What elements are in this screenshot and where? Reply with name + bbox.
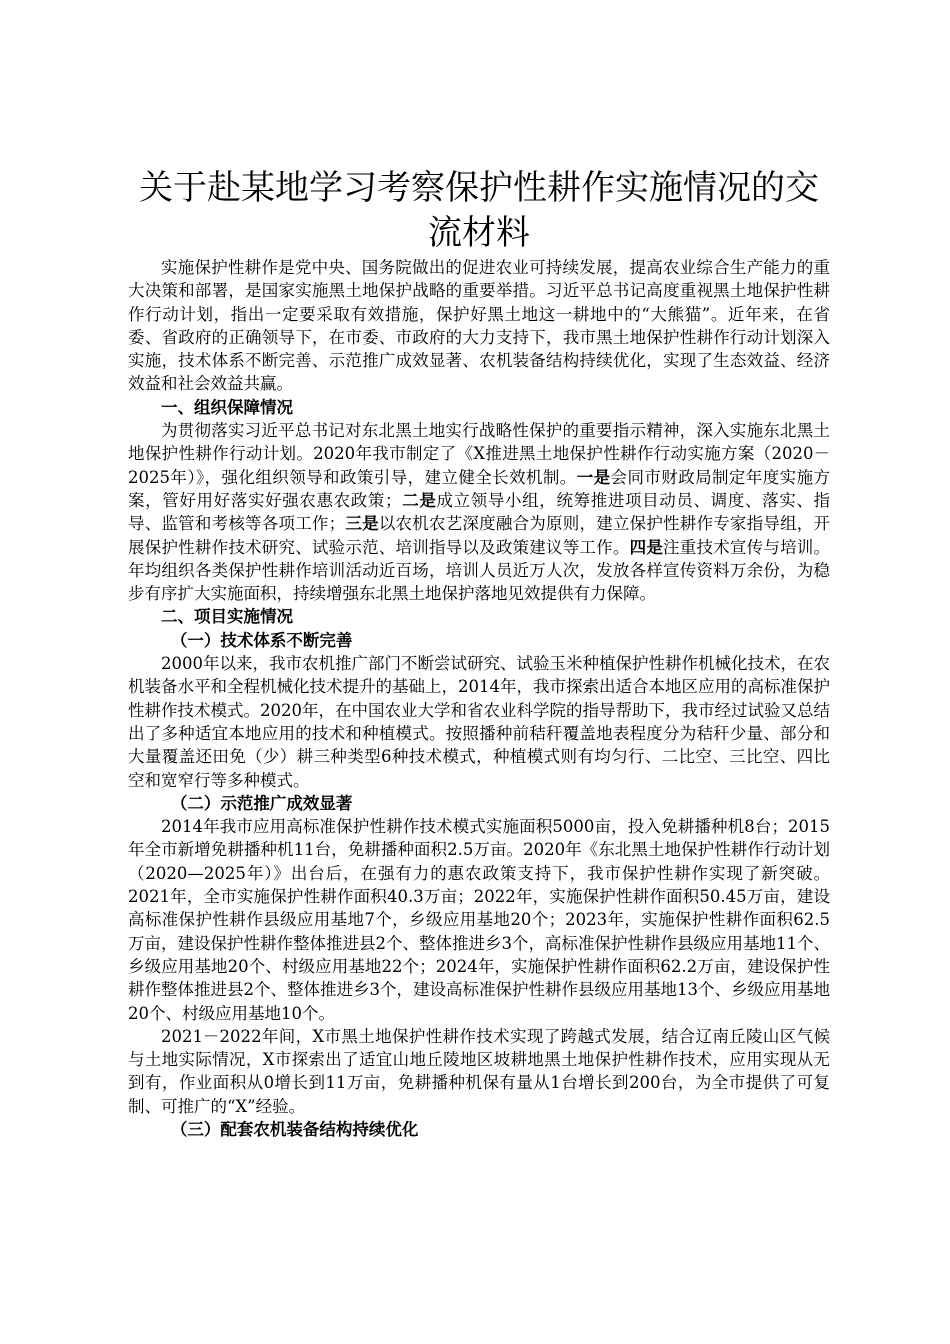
section1-paragraph (128, 419, 830, 605)
subsection2-paragraph-1: 2014年我市应用高标准保护性耕作技术模式实施面积5000亩，投入免耕播种机8台；2015年全市新增免耕播种机11台，免耕播种面积2.5万亩。2020年《东北黑土地保护性耕作行动计划（2020—2025年）》出台后，在强有力的惠农政策支持下，我市保护性耕作实现了新突破。2021年，全市实施保护性耕作面积40.3万亩；2022年，实施保护性耕作面积50.45万亩，建设高标准保护性耕作县级应用基地7个，乡级应用基地20个；2023年，实施保护性耕作面积62.5万亩，建设保护性耕作整体推进县2个、整体推进乡3个，高标准保护性耕作县级应用基地11个、乡级应用基地20个、村级应用基地22个；2024年，实施保护性耕作面积62.2万亩，建设保护性耕作整体推进县2个、整体推进乡3个，建设高标准保护性耕作县级应用基地13个、乡级应用基地20个、村级应用基地10个。 (128, 817, 830, 1023)
subsection2-paragraph-2: 2021－2022年间，X市黑土地保护性耕作技术实现了跨越式发展，结合辽南丘陵山区气候与土地实际情况，X市探索出了适宜山地丘陵地区坡耕地黑土地保护性耕作技术，应用实现从无到有，作业面积从0增长到11万亩，免耕播种机保有量从1台增长到200台，为全市提供了可复制、可推广的“X”经验。 (128, 1026, 830, 1116)
measure4-text: 注重技术宣传与培训。年均组织各类保护性耕作培训活动近百场，培训人员近万人次，发放各样宣传资料万余份，为稳步有序扩大实施面积，持续增强东北黑土地保护落地见效提供有力保障。 (128, 537, 831, 604)
measure4-label: 四是 (629, 537, 664, 557)
measure3-text: 以农机农艺深度融合为原则，建立保护性耕作专家指导组，开展保护性耕作技术研究、试验示范、培训指导以及政策建议等工作。 (128, 514, 831, 557)
subsection2-heading: （二）示范推广成效显著 (170, 793, 353, 813)
measure1-label: 一是 (576, 467, 611, 487)
document-page (128, 166, 830, 1141)
section2-heading: 二、项目实施情况 (161, 607, 293, 627)
document-title: 关于赴某地学习考察保护性耕作实施情况的交流材料 (139, 168, 819, 253)
subsection1-paragraph: 2000年以来，我市农机推广部门不断尝试研究、试验玉米种植保护性耕作机械化技术，在农机装备水平和全程机械化技术提升的基础上，2014年，我市探索出适合本地区应用的高标准保护性耕作技术模式。2020年，在中国农业大学和省农业科学院的指导帮助下，我市经过试验又总结出了多种适宜本地应用的技术和种植模式。按照播种前秸秆覆盖地表程度分为秸秆少量、部分和大量覆盖还田免（少）耕三种类型6种技术模式，种植模式则有均匀行、二比空、三比空、四比空和宽窄行等多种模式。 (128, 654, 830, 790)
subsection1-heading: （一）技术体系不断完善 (170, 630, 353, 650)
measure1-text: 会同市财政局制定年度实施方案，管好用好落实好强农惠农政策； (128, 467, 830, 510)
subsection3-heading: （三）配套农机装备结构持续优化 (170, 1119, 419, 1139)
intro-paragraph: 实施保护性耕作是党中央、国务院做出的促进农业可持续发展，提高农业综合生产能力的重大决策和部署，是国家实施黑土地保护战略的重要举措。习近平总书记高度重视黑土地保护性耕作行动计划，指出一定要采取有效措施，保护好黑土地这一耕地中的“大熊猫”。近年来，在省委、省政府的正确领导下，在市委、市政府的大力支持下，我市黑土地保护性耕作行动计划深入实施，技术体系不断完善、示范推广成效显著、农机装备结构持续优化，实现了生态效益、经济效益和社会效益共赢。 (128, 258, 830, 394)
measure2-label: 二是 (401, 490, 437, 510)
measure3-label: 三是 (345, 514, 379, 534)
section1-intro-text: 为贯彻落实习近平总书记对东北黑土地实行战略性保护的重要指示精神，深入实施东北黑土地保护性耕作行动计划。2020年我市制定了《X推进黑土地保护性耕作行动实施方案（2020－2025年）》，强化组织领导和政策引导，建立健全长效机制。 (128, 421, 830, 487)
section1-heading: 一、组织保障情况 (161, 397, 293, 417)
measure2-text: 成立领导小组，统筹推进项目动员、调度、落实、指导、监管和考核等各项工作； (128, 490, 831, 534)
